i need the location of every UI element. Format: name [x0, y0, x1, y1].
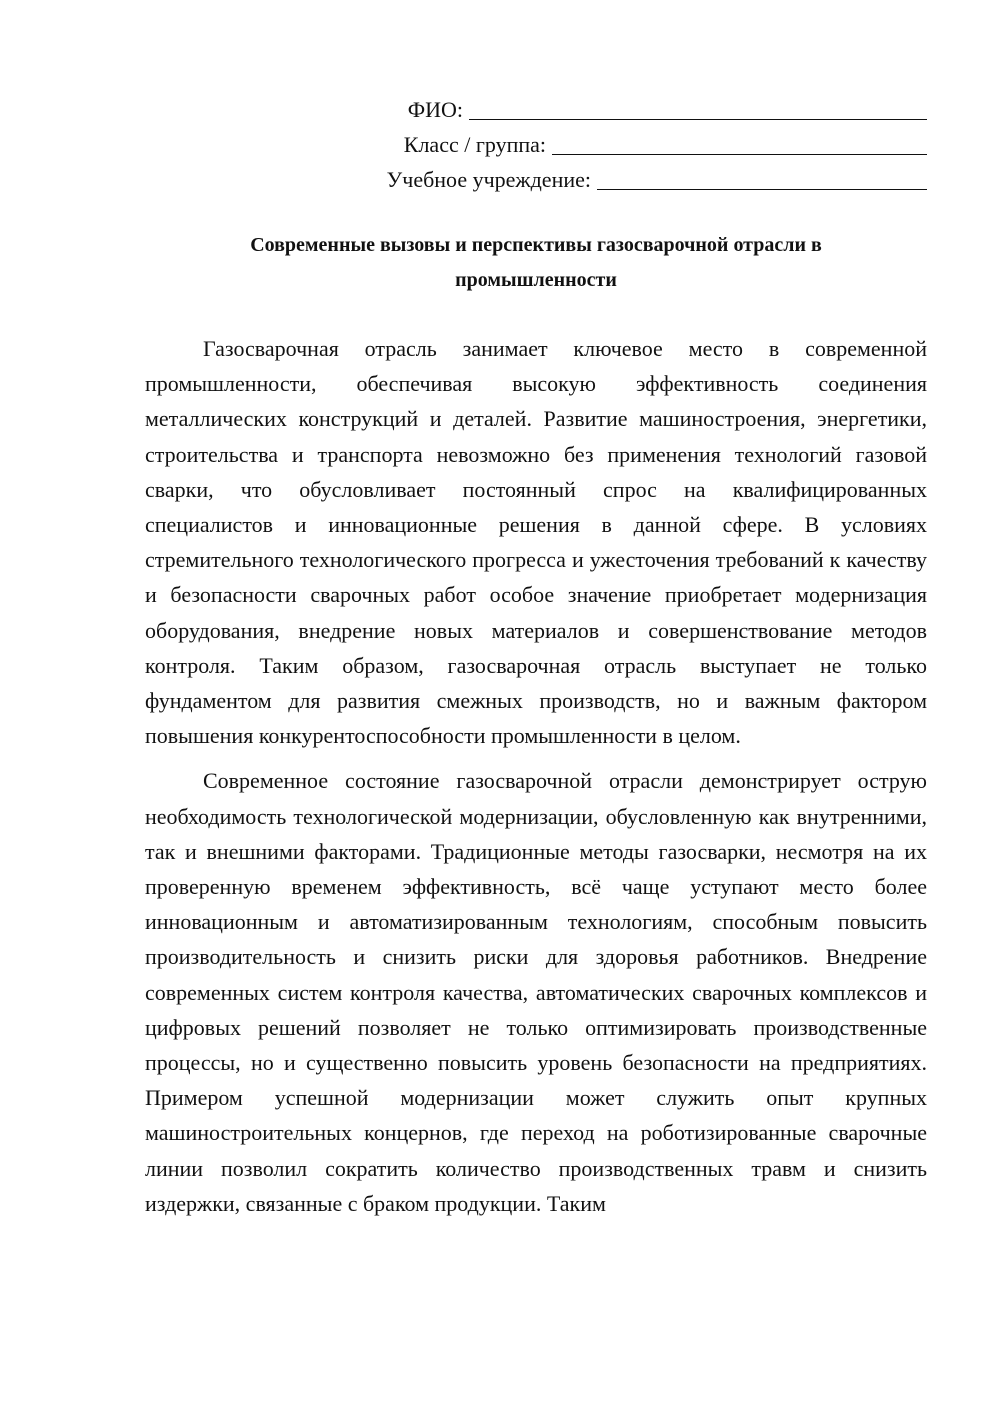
document-body [145, 331, 927, 1231]
fio-blank [469, 95, 927, 120]
document-title [145, 228, 927, 298]
title-line-1: Современные вызовы и перспективы газосварочной отрасли в [250, 234, 822, 256]
fio-label: ФИО: [407, 97, 463, 122]
fio-line [327, 92, 927, 127]
school-line [327, 162, 927, 197]
class-line [327, 127, 927, 162]
class-label: Класс / группа: [403, 132, 546, 157]
school-label: Учебное учреждение: [386, 167, 591, 192]
school-blank [597, 165, 927, 190]
class-blank [552, 130, 927, 155]
title-line-2: промышленности [455, 269, 617, 291]
student-info-block [327, 92, 927, 197]
paragraph-2: Современное состояние газосварочной отрасли демонстрирует острую необходимость технологической модернизации, обусловленную как внутренними, так и внешними факторами. Традиционные методы газосварки, несмотря на их проверенную временем эффективность, всё чаще уступают место более инновационным и автоматизированным технологиям, способным повысить производительность и снизить риски для здоровья работников. Внедрение современных систем контроля качества, автоматических сварочных комплексов и цифровых решений позволяет не только оптимизировать производственные процессы, но и существенно повысить уровень безопасности на предприятиях. Примером успешной модернизации может служить опыт крупных машиностроительных концернов, где переход на роботизированные сварочные линии позволил сократить количество производственных травм и снизить издержки, связанные с браком продукции. Таким [145, 768, 927, 1216]
paragraph-1: Газосварочная отрасль занимает ключевое место в современной промышленности, обеспечивая высокую эффективность соединения металлических конструкций и деталей. Развитие машиностроения, энергетики, строительства и транспорта невозможно без применения технологий газовой сварки, что обусловливает постоянный спрос на квалифицированных специалистов и инновационные решения в данной сфере. В условиях стремительного технологического прогресса и ужесточения требований к качеству и безопасности сварочных работ особое значение приобретает модернизация оборудования, внедрение новых материалов и совершенствование методов контроля. Таким образом, газосварочная отрасль выступает не только фундаментом для развития смежных производств, но и важным фактором повышения конкурентоспособности промышленности в целом. [145, 336, 927, 749]
